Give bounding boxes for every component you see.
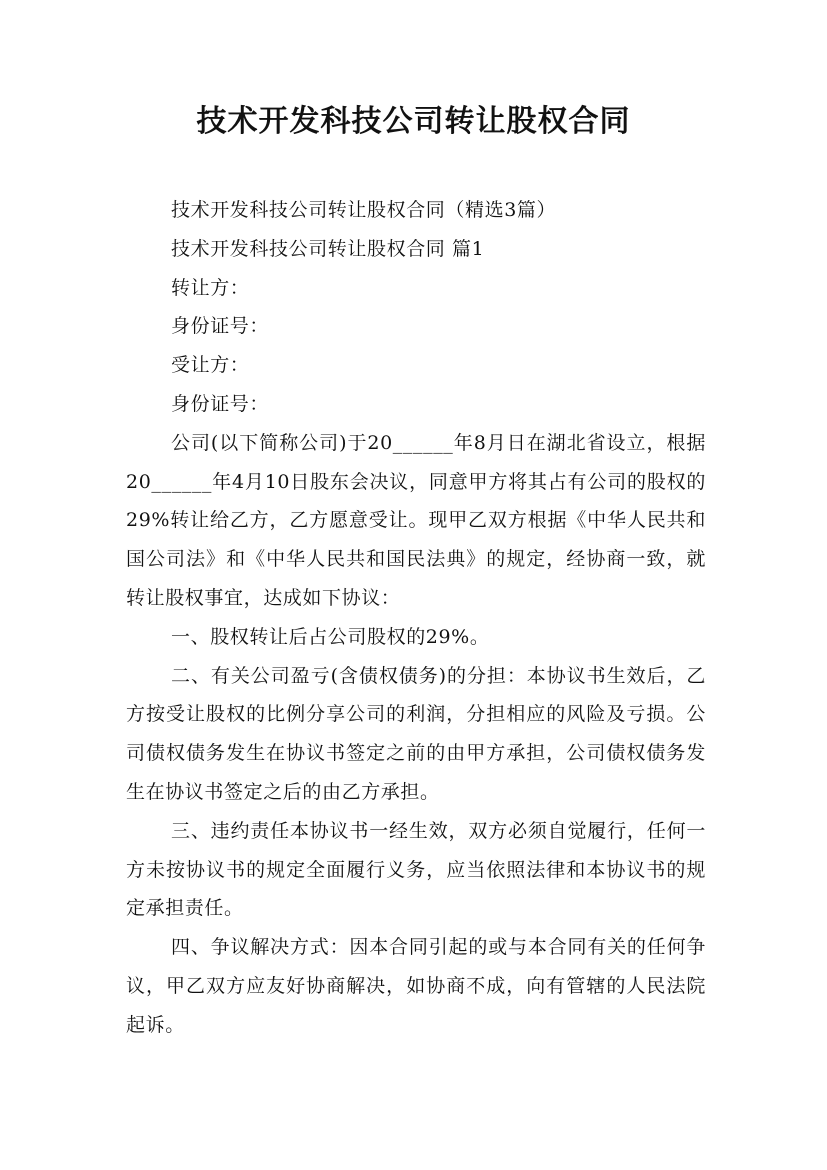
intro-paragraph: 公司(以下简称公司)于20______年8月日在湖北省设立，根据20______年4月10日股东会决议，同意甲方将其占有公司的股权的29%转让给乙方，乙方愿意受让。现甲乙双方根据《中华人民共和国公司法》和《中华人民共和国民法典》的规定，经协商一致，就转让股权事宜，达成如下协议： bbox=[126, 431, 706, 609]
clause-1-paragraph: 一、股权转让后占公司股权的29%。 bbox=[171, 625, 490, 648]
clause-3-paragraph: 三、违约责任本协议书一经生效，双方必须自觉履行，任何一方未按协议书的规定全面履行义务，应当依照法律和本协议书的规定承担责任。 bbox=[126, 819, 706, 920]
transferee-id-field: 身份证号： bbox=[171, 392, 270, 415]
transferor-id-field: 身份证号： bbox=[171, 315, 270, 338]
transferee-field: 受让方： bbox=[171, 354, 250, 377]
document-body bbox=[126, 191, 706, 1045]
transferor-field: 转让方： bbox=[171, 276, 250, 299]
section-heading: 技术开发科技公司转让股权合同 篇1 bbox=[171, 237, 485, 260]
document-subtitle: 技术开发科技公司转让股权合同（精选3篇） bbox=[171, 199, 557, 221]
clause-4-paragraph: 四、争议解决方式：因本合同引起的或与本合同有关的任何争议，甲乙双方应友好协商解决，如协商不成，向有管辖的人民法院起诉。 bbox=[126, 936, 706, 1036]
document-title: 技术开发科技公司转让股权合同 bbox=[196, 104, 631, 139]
clause-2-paragraph: 二、有关公司盈亏(含债权债务)的分担：本协议书生效后，乙方按受让股权的比例分享公司的利润，分担相应的风险及亏损。公司债权债务发生在协议书签定之前的由甲方承担，公司债权债务发生在协议书签定之后的由乙方承担。 bbox=[126, 664, 706, 803]
